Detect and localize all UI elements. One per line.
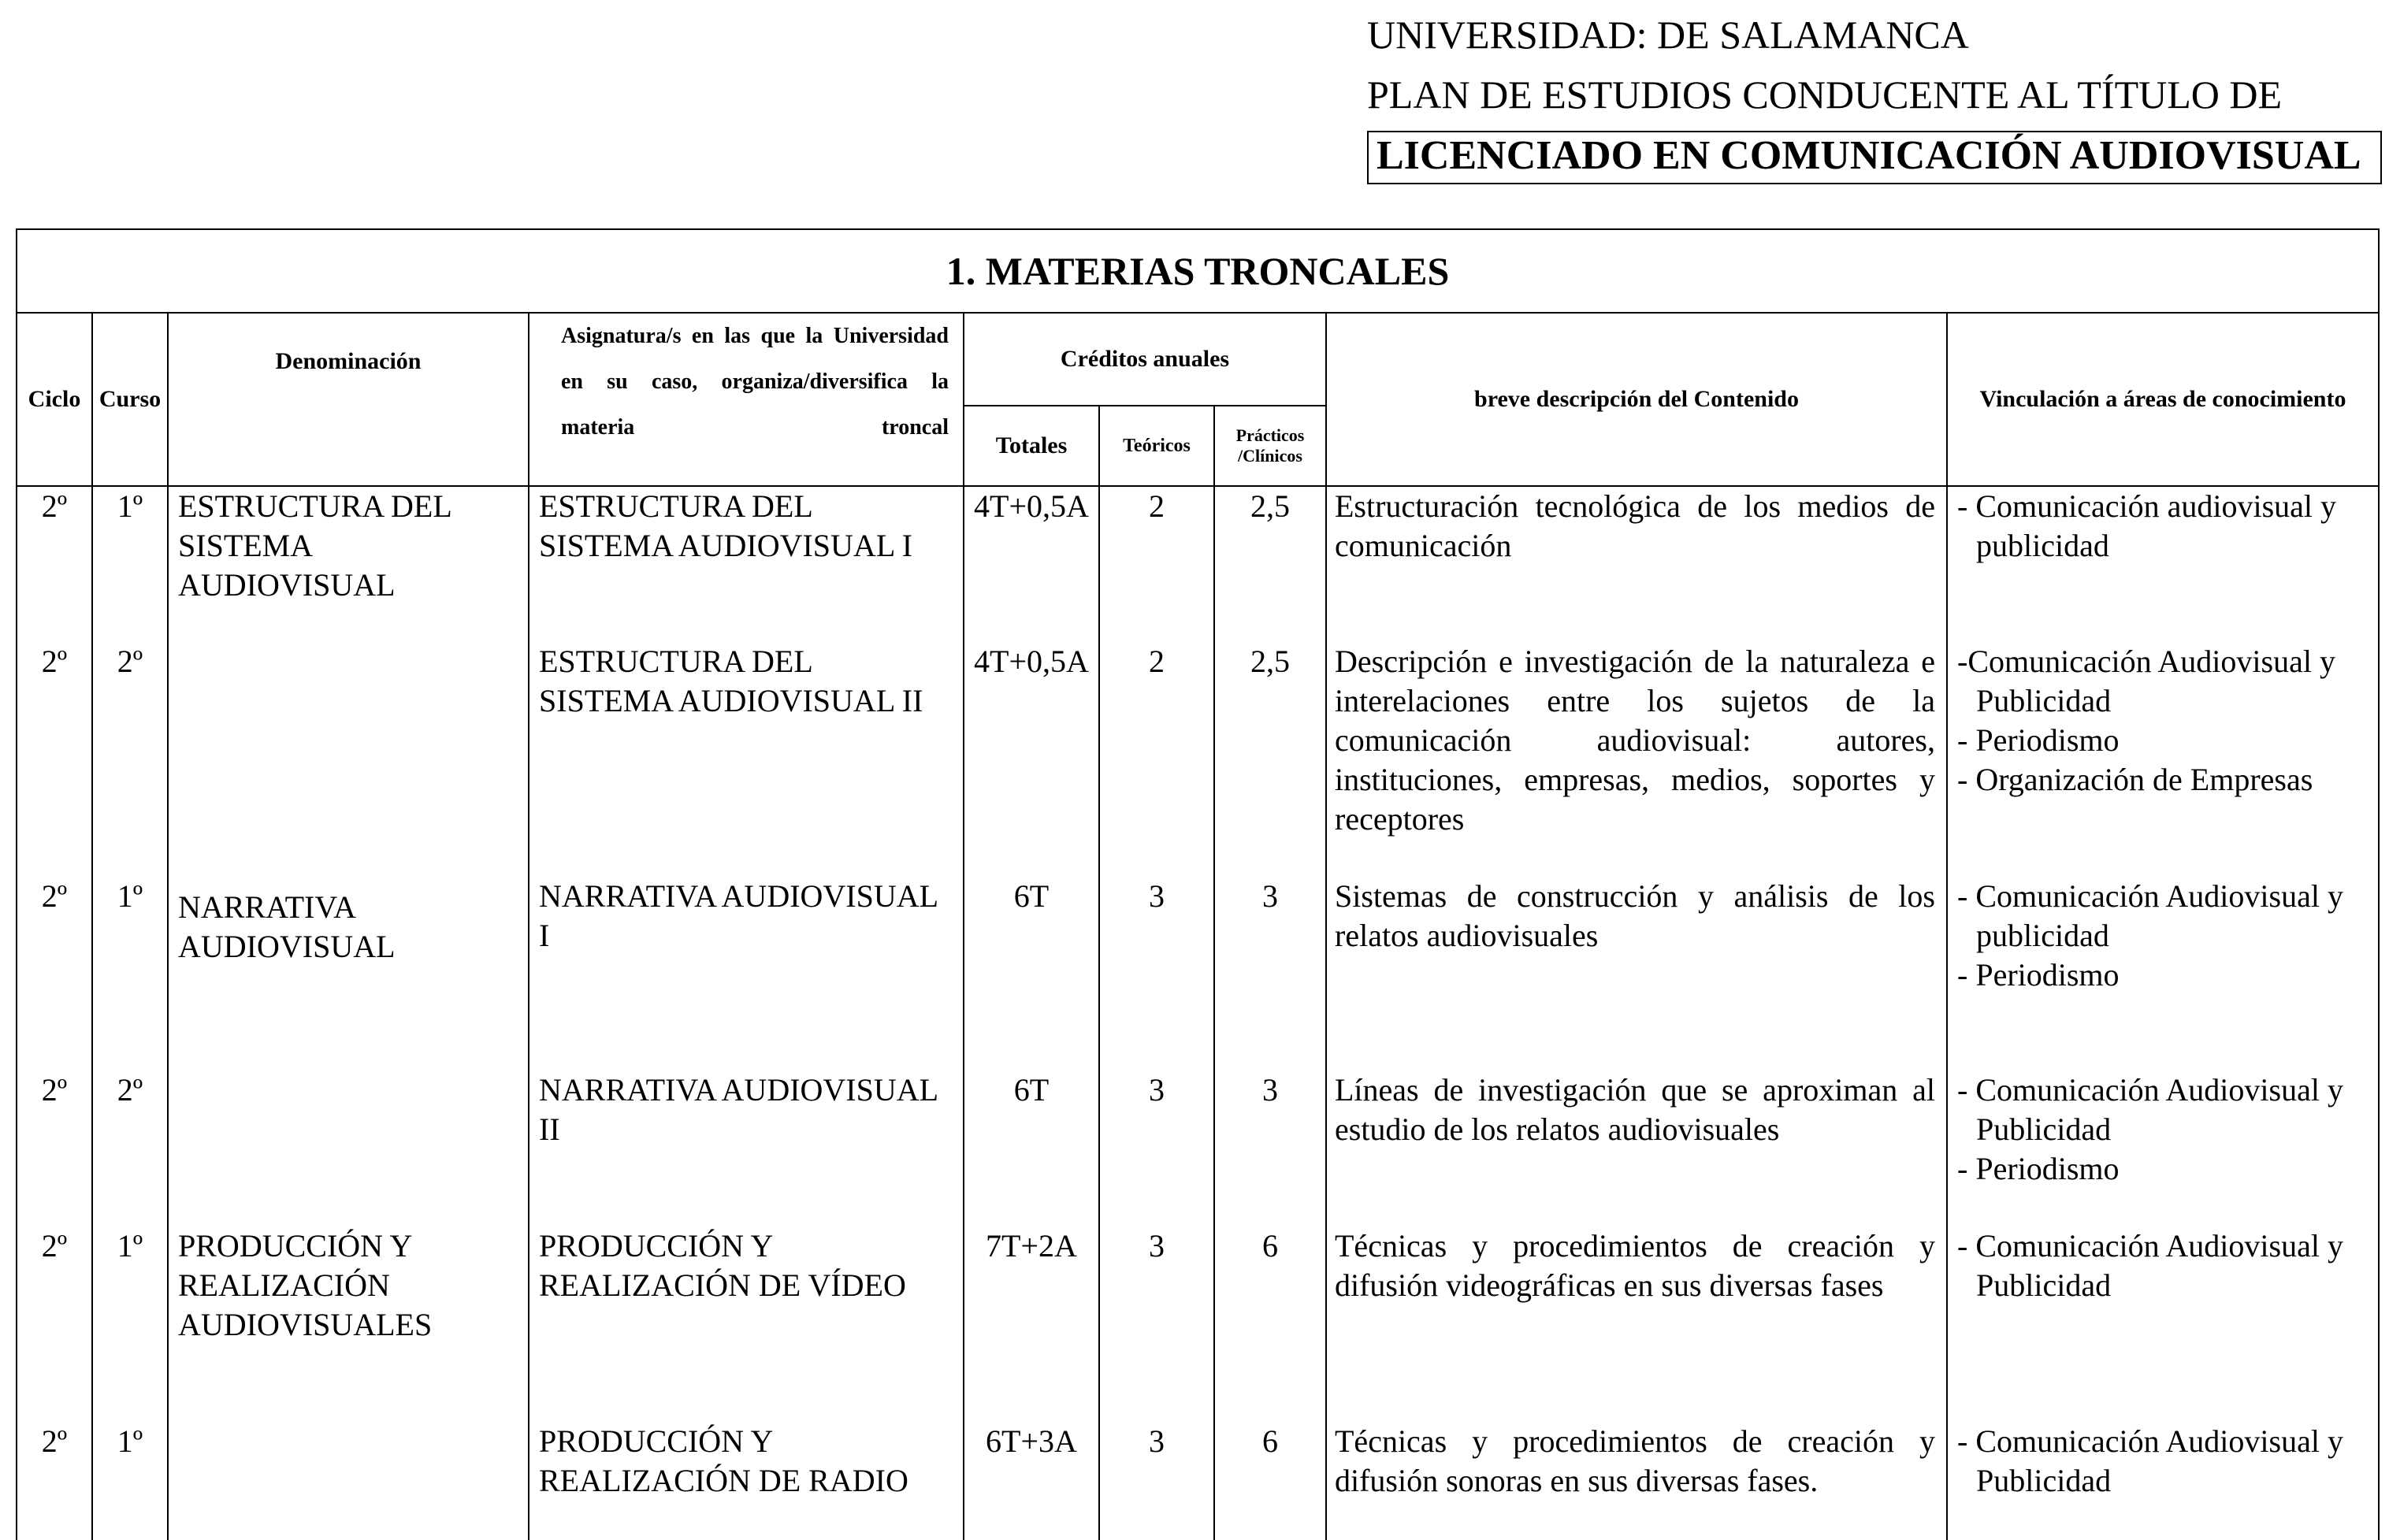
cell-vinculacion — [1947, 642, 2379, 877]
cell-asignatura: ESTRUCTURA DEL SISTEMA AUDIOVISUAL II — [529, 642, 964, 877]
cell-asignatura: ESTRUCTURA DEL SISTEMA AUDIOVISUAL I — [529, 486, 964, 642]
header-teoricos: Teóricos — [1099, 406, 1214, 486]
table-row — [17, 486, 2379, 642]
area-item: - Periodismo — [1957, 957, 2120, 993]
cell-practicos: 2,5 — [1214, 642, 1326, 877]
area-item: - Comunicación Audiovisual y Publicidad — [1957, 1072, 2343, 1147]
cell-denominacion — [168, 1071, 529, 1226]
table-title: 1. MATERIAS TRONCALES — [17, 229, 2379, 313]
table-row — [17, 642, 2379, 877]
cell-descripcion: Líneas de investigación que se aproximan al estudio de los relatos audiovisuales — [1326, 1071, 1947, 1226]
area-item: -Comunicación Audiovisual y Publicidad — [1957, 644, 2335, 718]
plan-line: PLAN DE ESTUDIOS CONDUCENTE AL TÍTULO DE — [1367, 72, 2283, 117]
area-item: - Organización de Empresas — [1957, 762, 2313, 797]
cell-denominacion: ESTRUCTURA DEL SISTEMA AUDIOVISUAL — [168, 486, 529, 642]
cell-descripcion: Técnicas y procedimientos de creación y difusión sonoras en sus diversas fases. — [1326, 1422, 1947, 1540]
cell-ciclo: 2º — [17, 877, 92, 1071]
cell-denominacion: NARRATIVA AUDIOVISUAL — [168, 877, 529, 1071]
cell-vinculacion — [1947, 877, 2379, 1071]
cell-practicos: 6 — [1214, 1226, 1326, 1422]
degree-title-box — [1367, 131, 2382, 184]
cell-teoricos: 3 — [1099, 1071, 1214, 1226]
cell-descripcion: Estructuración tecnológica de los medios de comunicación — [1326, 486, 1947, 642]
table-row — [17, 1226, 2379, 1422]
table-row — [17, 1422, 2379, 1540]
area-item: - Comunicación Audiovisual y publicidad — [1957, 878, 2343, 953]
cell-descripcion: Técnicas y procedimientos de creación y difusión videográficas en sus diversas fases — [1326, 1226, 1947, 1422]
cell-totales: 4T+0,5A — [964, 486, 1099, 642]
cell-totales: 6T — [964, 877, 1099, 1071]
cell-teoricos: 2 — [1099, 486, 1214, 642]
area-item: - Comunicación Audiovisual y Publicidad — [1957, 1423, 2343, 1498]
table-row — [17, 1071, 2379, 1226]
area-item: - Comunicación audiovisual y publicidad — [1957, 488, 2337, 563]
cell-curso: 1º — [92, 877, 168, 1071]
header-ciclo: Ciclo — [17, 313, 92, 486]
cell-teoricos: 3 — [1099, 1226, 1214, 1422]
area-item: - Comunicación Audiovisual y Publicidad — [1957, 1228, 2343, 1303]
cell-practicos: 3 — [1214, 877, 1326, 1071]
cell-ciclo: 2º — [17, 1226, 92, 1422]
cell-descripcion: Sistemas de construcción y análisis de los relatos audiovisuales — [1326, 877, 1947, 1071]
header-descripcion: breve descripción del Contenido — [1326, 313, 1947, 486]
cell-denominacion: PRODUCCIÓN Y REALIZACIÓN AUDIOVISUALES — [168, 1226, 529, 1422]
cell-asignatura: PRODUCCIÓN Y REALIZACIÓN DE RADIO — [529, 1422, 964, 1540]
cell-vinculacion — [1947, 1071, 2379, 1226]
area-item: - Periodismo — [1957, 1151, 2120, 1186]
cell-asignatura: NARRATIVA AUDIOVISUAL I — [529, 877, 964, 1071]
troncales-table — [16, 228, 2380, 1540]
university-line: UNIVERSIDAD: DE SALAMANCA — [1367, 13, 1969, 57]
header-denominacion: Denominación — [168, 313, 529, 486]
header-vinculacion: Vinculación a áreas de conocimiento — [1947, 313, 2379, 486]
cell-vinculacion — [1947, 486, 2379, 642]
area-item: - Periodismo — [1957, 722, 2120, 758]
cell-practicos: 2,5 — [1214, 486, 1326, 642]
cell-ciclo: 2º — [17, 1422, 92, 1540]
cell-curso: 2º — [92, 642, 168, 877]
cell-curso: 2º — [92, 1071, 168, 1226]
cell-teoricos: 3 — [1099, 877, 1214, 1071]
cell-asignatura: NARRATIVA AUDIOVISUAL II — [529, 1071, 964, 1226]
cell-ciclo: 2º — [17, 486, 92, 642]
cell-totales: 6T+3A — [964, 1422, 1099, 1540]
cell-vinculacion — [1947, 1226, 2379, 1422]
cell-asignatura: PRODUCCIÓN Y REALIZACIÓN DE VÍDEO — [529, 1226, 964, 1422]
cell-vinculacion — [1947, 1422, 2379, 1540]
cell-totales: 7T+2A — [964, 1226, 1099, 1422]
cell-totales: 4T+0,5A — [964, 642, 1099, 877]
degree-title: LICENCIADO EN COMUNICACIÓN AUDIOVISUAL — [1377, 133, 2361, 178]
cell-denominacion — [168, 642, 529, 877]
cell-teoricos: 3 — [1099, 1422, 1214, 1540]
table-row — [17, 877, 2379, 1071]
cell-curso: 1º — [92, 1226, 168, 1422]
cell-curso: 1º — [92, 486, 168, 642]
header-asignatura: Asignatura/s en las que la Universidad en su caso, organiza/diversifica la materia troncal — [529, 313, 964, 486]
header-totales: Totales — [964, 406, 1099, 486]
cell-descripcion: Descripción e investigación de la naturaleza e interelaciones entre los sujetos de la comunicación audiovisual: autores, instituciones, empresas, medios, soportes y receptores — [1326, 642, 1947, 877]
cell-curso: 1º — [92, 1422, 168, 1540]
cell-teoricos: 2 — [1099, 642, 1214, 877]
cell-practicos: 3 — [1214, 1071, 1326, 1226]
cell-ciclo: 2º — [17, 1071, 92, 1226]
cell-totales: 6T — [964, 1071, 1099, 1226]
header-curso: Curso — [92, 313, 168, 486]
cell-ciclo: 2º — [17, 642, 92, 877]
cell-denominacion — [168, 1422, 529, 1540]
cell-practicos: 6 — [1214, 1422, 1326, 1540]
header-practicos: Prácticos /Clínicos — [1214, 406, 1326, 486]
header-creditos: Créditos anuales — [964, 313, 1326, 406]
